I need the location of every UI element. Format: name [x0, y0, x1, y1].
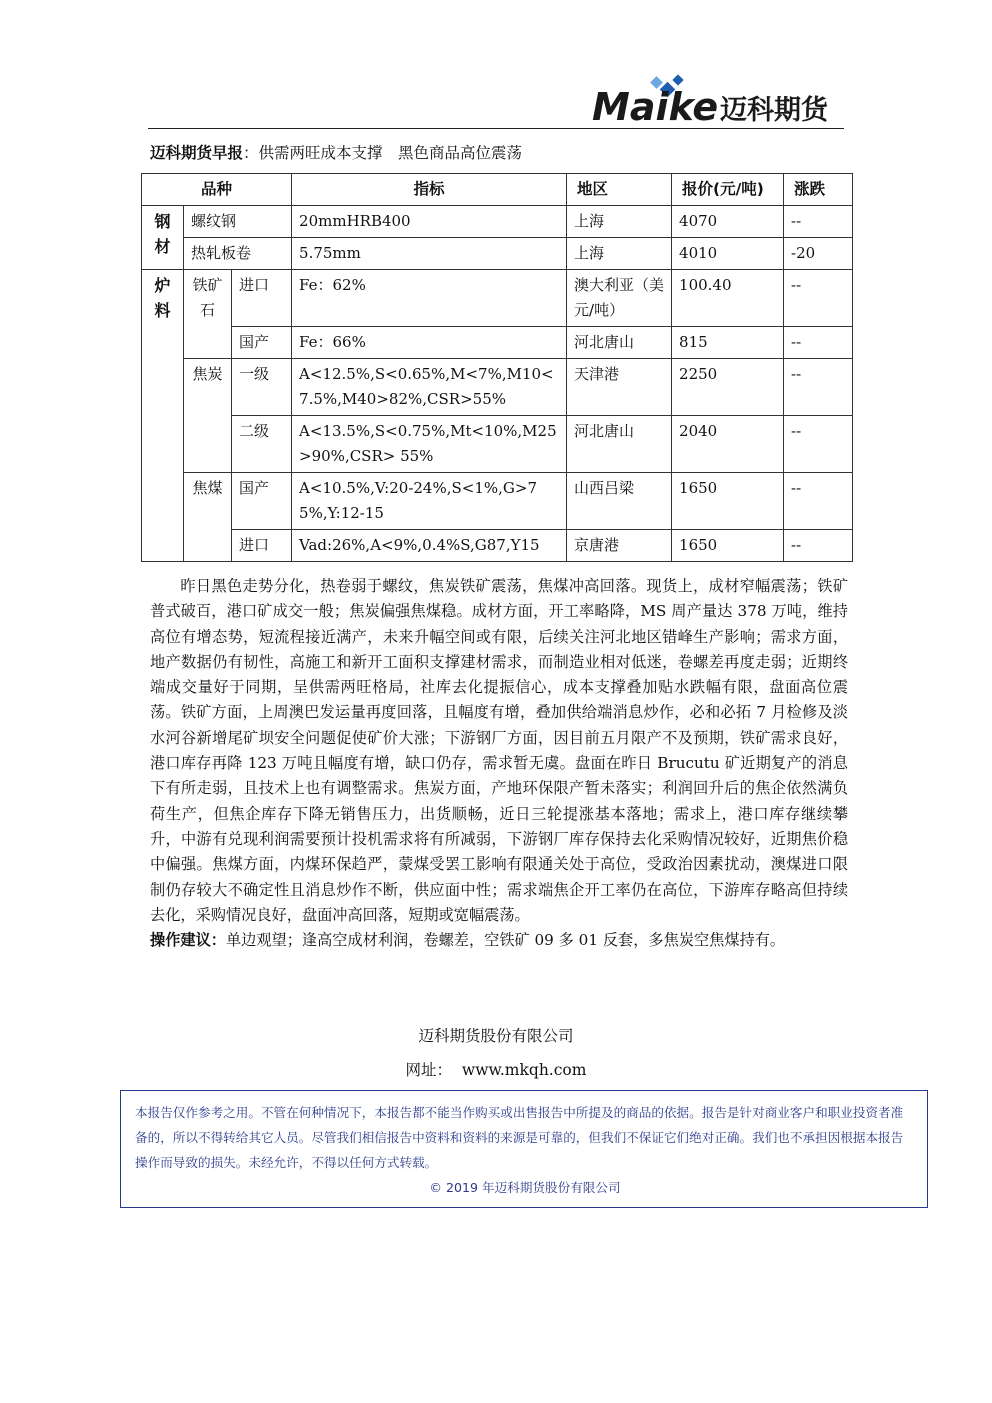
price-cell: 2250: [672, 359, 784, 416]
advice-text: 单边观望；逢高空成材利润，卷螺差，空铁矿 09 多 01 反套，多焦炭空焦煤持有。: [225, 931, 786, 950]
change-cell: -20: [784, 238, 853, 270]
header-region: 地区: [567, 174, 672, 206]
region-cell: 河北唐山: [567, 416, 672, 473]
grade-cell: 国产: [232, 327, 292, 359]
grade-cell: 进口: [232, 530, 292, 562]
grade-cell: 进口: [232, 270, 292, 327]
region-cell: 上海: [567, 206, 672, 238]
website-link[interactable]: www.mkqh.com: [461, 1061, 587, 1079]
header-indicator: 指标: [292, 174, 567, 206]
change-cell: --: [784, 359, 853, 416]
indicator-cell: Fe：62%: [292, 270, 567, 327]
advice-line: [150, 928, 848, 953]
indicator-cell: A<12.5%,S<0.65%,M<7%,M10<7.5%,M40>82%,CSR>55%: [292, 359, 567, 416]
advice-label: 操作建议：: [150, 931, 226, 950]
change-cell: --: [784, 530, 853, 562]
sub-iron-ore: 铁矿石: [184, 270, 232, 359]
analysis-body: [150, 574, 848, 953]
table-row: [142, 327, 853, 359]
region-cell: 山西吕梁: [567, 473, 672, 530]
table-row: [142, 238, 853, 270]
price-table: [141, 173, 853, 562]
change-cell: --: [784, 270, 853, 327]
table-row: [142, 473, 853, 530]
table-row: [142, 359, 853, 416]
group-steel: 钢材: [142, 206, 184, 270]
header-rule: [148, 128, 844, 129]
price-cell: 1650: [672, 473, 784, 530]
disclaimer-text: 本报告仅作参考之用。不管在何种情况下，本报告都不能当作购买或出售报告中所提及的商品的依据。报告是针对商业客户和职业投资者准备的，所以不得转给其它人员。尽管我们相信报告中资料和资料的来源是可靠的，但我们不保证它们绝对正确。我们也不承担因根据本报告操作而导致的损失。未经允许，不得以任何方式转载。: [135, 1105, 904, 1170]
logo-cn: 迈科期货: [720, 95, 828, 126]
group-furnace: 炉料: [142, 270, 184, 562]
price-cell: 2040: [672, 416, 784, 473]
variety-name: 螺纹钢: [184, 206, 292, 238]
region-cell: 澳大利亚（美元/吨）: [567, 270, 672, 327]
table-row: [142, 416, 853, 473]
disclaimer-box: [120, 1090, 928, 1208]
variety-name: 热轧板卷: [184, 238, 292, 270]
sub-coal: 焦煤: [184, 473, 232, 562]
price-cell: 4070: [672, 206, 784, 238]
header-price: 报价(元/吨): [672, 174, 784, 206]
report-title-label: 迈科期货早报: [150, 144, 244, 162]
sub-coke: 焦炭: [184, 359, 232, 473]
indicator-cell: A<10.5%,V:20-24%,S<1%,G>75%,Y:12-15: [292, 473, 567, 530]
change-cell: --: [784, 206, 853, 238]
change-cell: --: [784, 473, 853, 530]
grade-cell: 一级: [232, 359, 292, 416]
header-variety: 品种: [142, 174, 292, 206]
indicator-cell: Vad:26%,A<9%,0.4%S,G87,Y15: [292, 530, 567, 562]
change-cell: --: [784, 416, 853, 473]
region-cell: 上海: [567, 238, 672, 270]
grade-cell: 国产: [232, 473, 292, 530]
report-title: [150, 141, 522, 163]
change-cell: --: [784, 327, 853, 359]
indicator-cell: 20mmHRB400: [292, 206, 567, 238]
company-website: [0, 1058, 992, 1080]
indicator-cell: A<13.5%,S<0.75%,Mt<10%,M25>90%,CSR> 55%: [292, 416, 567, 473]
maike-logo: [590, 70, 850, 130]
price-cell: 100.40: [672, 270, 784, 327]
logo-latin: Maike: [592, 85, 719, 129]
region-cell: 京唐港: [567, 530, 672, 562]
price-cell: 1650: [672, 530, 784, 562]
analysis-paragraph: 昨日黑色走势分化，热卷弱于螺纹，焦炭铁矿震荡，焦煤冲高回落。现货上，成材窄幅震荡；铁矿普式破百，港口矿成交一般；焦炭偏强焦煤稳。成材方面，开工率略降，MS 周产量达 378 万吨，维持高位有增态势，短流程接近满产，未来升幅空间或有限，后续关注河北地区错峰生产影响；需求方面，地产数据仍有韧性，高施工和新开工面积支撑建材需求，而制造业相对低迷，卷螺差再度走弱；近期终端成交量好于同期，呈供需两旺格局，社库去化提振信心，成本支撑叠加贴水跌幅有限，盘面高位震荡。铁矿方面，上周澳巴发运量再度回落，且幅度有增，叠加供给端消息炒作，必和必拓 7 月检修及淡水河谷新增尾矿坝安全问题促使矿价大涨；下游钢厂方面，因目前五月限产不及预期，铁矿需求良好，港口库存再降 123 万吨且幅度有增，缺口仍存，需求暂无虞。盘面在昨日 Brucutu 矿近期复产的消息下有所走弱，且技术上也有调整需求。焦炭方面，产地环保限产暂未落实；利润回升后的焦企依然满负荷生产，但焦企库存下降无销售压力，出货顺畅，近日三轮提涨基本落地；需求上，港口库存继续攀升，中游有兑现利润需要预计投机需求将有所减弱，下游钢厂库存保持去化采购情况较好，近期焦价稳中偏强。焦煤方面，内煤环保趋严，蒙煤受罢工影响有限通关处于高位，受政治因素扰动，澳煤进口限制仍存较大不确定性且消息炒作不断，供应面中性；需求端焦企开工率仍在高位，下游库存略高但持续去化，采购情况良好，盘面冲高回落，短期或宽幅震荡。: [150, 577, 848, 924]
price-cell: 4010: [672, 238, 784, 270]
region-cell: 河北唐山: [567, 327, 672, 359]
copyright: © 2019 年迈科期货股份有限公司: [429, 1180, 621, 1195]
website-label: 网址：: [405, 1061, 453, 1079]
indicator-cell: 5.75mm: [292, 238, 567, 270]
table-row: [142, 270, 853, 327]
indicator-cell: Fe：66%: [292, 327, 567, 359]
table-row: [142, 206, 853, 238]
grade-cell: 二级: [232, 416, 292, 473]
company-name: 迈科期货股份有限公司: [418, 1027, 574, 1045]
table-row: [142, 530, 853, 562]
region-cell: 天津港: [567, 359, 672, 416]
table-header-row: [142, 174, 853, 206]
header-change: 涨跌: [784, 174, 853, 206]
report-title-text: ：供需两旺成本支撑 黑色商品高位震荡: [243, 144, 523, 162]
price-cell: 815: [672, 327, 784, 359]
